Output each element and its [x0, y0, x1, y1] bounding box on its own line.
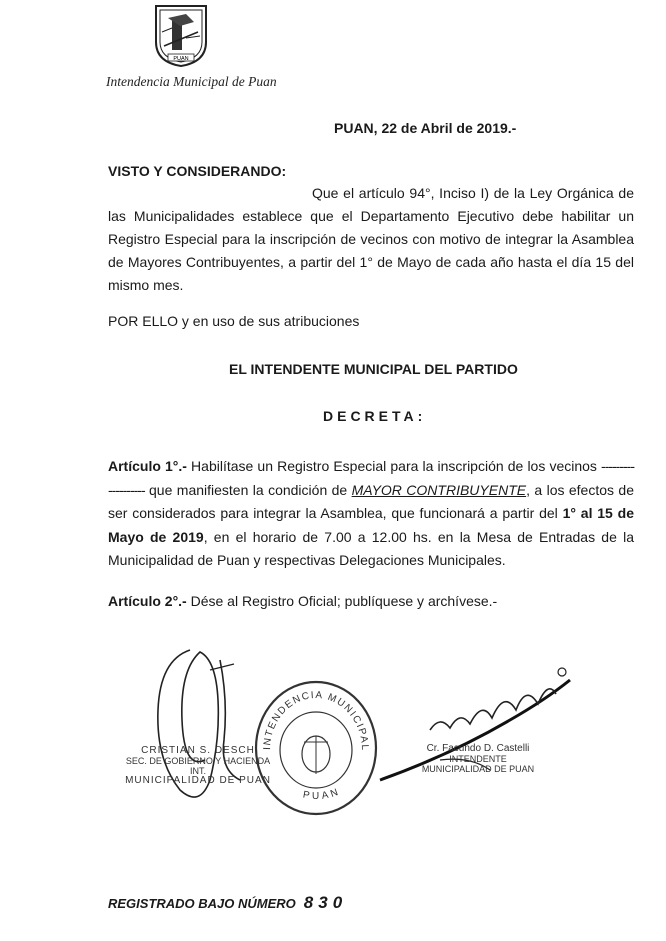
article-1-text-a: Habilítase un Registro Especial para la inscripción de los vecinos	[186, 458, 602, 474]
mayor-institution: MUNICIPALIDAD DE PUAN	[421, 764, 535, 774]
article-2	[108, 593, 497, 609]
secretary-title: SEC. DE GOBIERNO Y HACIENDA INT.	[125, 756, 271, 776]
article-1-text-b: que manifiesten la condición de	[144, 481, 352, 498]
municipal-coat-of-arms-icon	[150, 2, 212, 68]
issuing-entity: Intendencia Municipal de Puan	[106, 74, 277, 89]
dateline: PUAN, 22 de Abril de 2019.-	[334, 120, 517, 136]
mayor-title: INTENDENTE	[449, 754, 507, 764]
registration-number: 830	[303, 893, 348, 912]
municipal-seal-stamp	[252, 678, 380, 816]
article-1-text-d: , en el horario de 7.00 a 12.00 hs. en la Mesa de Entradas de la Municipalidad de Puan y respectivas Delegaciones Municipales.	[108, 528, 634, 568]
mayor-name: Cr. Facundo D. Castelli	[426, 743, 530, 754]
article-1-highlight: MAYOR CONTRIBUYENTE	[351, 481, 527, 498]
considerando-body: Que el artículo 94°, Inciso I) de la Ley Orgánica de las Municipalidades establece que el Departamento Ejecutivo debe habilitar un Registro Especial para la inscripción de vecinos con motivo de integrar la Asamblea de Mayores Contribuyentes, a partir del 1° de Mayo de cada año hasta el día 15 del mismo mes.	[108, 185, 634, 293]
considerando-heading: VISTO Y CONSIDERANDO:	[108, 163, 287, 179]
logo-label: PUAN	[173, 55, 189, 62]
stamp-top-text: INTENDENCIA MUNICIPAL	[261, 689, 371, 752]
article-1-dashes: -------------------	[108, 458, 634, 498]
article-1	[108, 455, 634, 573]
registration-label: REGISTRADO BAJO NÚMERO	[108, 896, 296, 911]
stamp-bottom-text: PUAN	[301, 786, 343, 803]
intendente-heading: EL INTENDENTE MUNICIPAL DEL PARTIDO	[229, 361, 518, 377]
signature-block-mayor	[408, 744, 548, 774]
article-1-text-c: , a los efectos de ser considerados para integrar la Asamblea, que funcionará a partir del	[108, 481, 634, 521]
por-ello-line: POR ELLO y en uso de sus atribuciones	[108, 313, 360, 329]
article-1-dates: 1° al 15 de Mayo de 2019	[108, 505, 635, 545]
svg-text:PUAN	[302, 786, 342, 802]
secretary-institution: MUNICIPALIDAD DE PUAN	[125, 775, 271, 786]
article-2-label: Artículo 2°.-	[108, 593, 187, 609]
registration-line	[108, 893, 347, 913]
secretary-name: CRISTIAN S. DESCH	[141, 745, 255, 756]
decreta-heading: DECRETA:	[323, 408, 427, 424]
considerando-text	[108, 182, 634, 297]
article-1-label: Artículo 1°.-	[108, 458, 187, 474]
handwritten-signature-right	[370, 660, 590, 800]
article-2-text: Dése al Registro Oficial; publíquese y archívese.-	[186, 593, 498, 609]
